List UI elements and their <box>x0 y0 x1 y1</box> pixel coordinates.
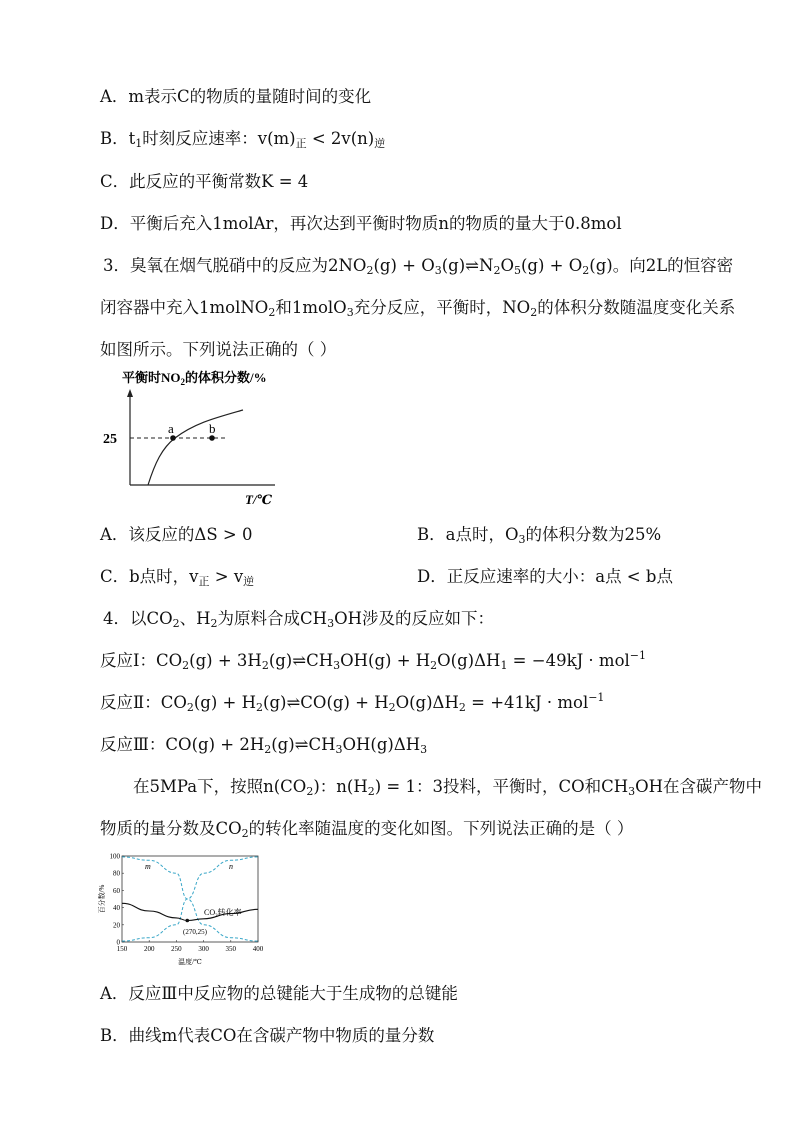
q4-paragraph-line1: 在5MPa下，按照$n(CO_2)$：$n(H_2) = 1$：3投料，平衡时，CO和$CH_3OH$在含碳产物中 <box>133 777 763 798</box>
q3-option-d: D．正反应速率的大小：a点 < b点 <box>417 567 673 586</box>
chart1-xlabel: T/℃ <box>245 492 273 507</box>
q2-option-c: C．此反应的平衡常数K = 4 <box>100 172 309 191</box>
q2-option-a: A．m表示C的物质的量随时间的变化 <box>100 87 372 106</box>
q3-stem-line1: 3．臭氧在烟气脱硝中的反应为$2NO_2(g)$ + $O_3(g)\rightleftharpoons N_2O_5(g) + O_2(g)$。向2L的恒容密 <box>103 256 734 277</box>
chart-no2-fraction <box>100 368 300 513</box>
chart2-ytick-label: 0 <box>116 938 120 947</box>
chart2-xlabel: 温度/℃ <box>178 958 202 966</box>
chart2-xtick-label: 200 <box>143 945 155 953</box>
chart2-point-270-25 <box>185 919 189 923</box>
chart1-point-a <box>170 435 176 441</box>
chart2-ytick-label: 100 <box>109 852 120 861</box>
q4-option-b: B．曲线m代表CO在含碳产物中物质的量分数 <box>100 1026 435 1045</box>
q2-option-d: D．平衡后充入1molAr，再次达到平衡时物质n的物质的量大于0.8mol <box>100 214 622 233</box>
chart2-xtick-label: 400 <box>252 945 264 953</box>
chart2-label-n: n <box>229 862 233 871</box>
chart2-ylabel: 百分数/% <box>98 884 106 914</box>
q3-option-b: B．a点时，$O_3$的体积分数为25% <box>417 525 662 546</box>
chart2-xtick-label: 350 <box>225 945 237 953</box>
chart1-point-b <box>209 435 215 441</box>
q3-stem-line3: 如图所示。下列说法正确的（ ） <box>100 340 337 359</box>
chart1-ytick-25: 25 <box>103 432 117 447</box>
chart2-ytick-label: 20 <box>113 921 120 930</box>
chart2-label-conversion: $CO_2$转化率 <box>204 908 242 919</box>
chart1-y-arrow <box>127 389 133 397</box>
q3-stem-line2: 闭容器中充入1molNO$_2$和1molO$_3$充分反应，平衡时，$NO_2$的体积分数随温度变化关系 <box>100 298 736 319</box>
chart2-xtick-label: 250 <box>171 945 182 953</box>
q4-option-a: A．反应Ⅲ中反应物的总键能大于生成物的总键能 <box>100 984 458 1003</box>
q4-stem-line1: 4．以$CO_2$、$H_2$为原料合成$CH_3OH$涉及的反应如下： <box>103 609 494 630</box>
q2-option-b: B．$t_1$时刻反应速率：$v(m)_正 < 2v(n)_逆$ <box>100 129 386 150</box>
chart2-xtick-label: 150 <box>116 945 128 953</box>
q4-reaction-1: 反应Ⅰ：$CO_2(g)$ + $3H_2(g)\rightleftharpoons CH_3OH(g) + H_2O(g)\Delta H_1 = -49kJ \cdot mol^{-1}$ <box>100 649 646 672</box>
chart1-ylabel: 平衡时$NO_2$的体积分数/% <box>122 370 267 387</box>
chart2-ytick-label: 80 <box>113 869 120 878</box>
chart1-label-b: b <box>209 421 216 436</box>
q4-paragraph-line2: 物质的量分数及$CO_2$的转化率随温度的变化如图。下列说法正确的是（ ） <box>100 819 634 840</box>
chart-temperature-fraction <box>96 850 266 968</box>
chart2-xtick-label: 300 <box>198 945 209 953</box>
chart1-curve <box>148 410 243 485</box>
chart2-ytick-label: 60 <box>113 886 120 895</box>
q3-option-c: C．b点时，$v_正 > v_逆$ <box>100 567 255 588</box>
chart1-label-a: a <box>168 421 174 436</box>
chart2-ytick-label: 40 <box>113 904 120 913</box>
chart2-label-point: (270,25) <box>183 928 207 936</box>
q3-option-a: A．该反应的ΔS > 0 <box>100 525 253 544</box>
q4-reaction-3: 反应Ⅲ：$CO(g) + 2H_2(g)\rightleftharpoons CH_3OH(g)\Delta H_3$ <box>100 735 428 756</box>
chart2-label-m: m <box>145 862 151 871</box>
q4-reaction-2: 反应Ⅱ：$CO_2(g)$ + $H_2(g)\rightleftharpoons CO(g) + H_2O(g)\Delta H_2 = +41kJ \cdot mol^{-1}$ <box>100 691 605 714</box>
